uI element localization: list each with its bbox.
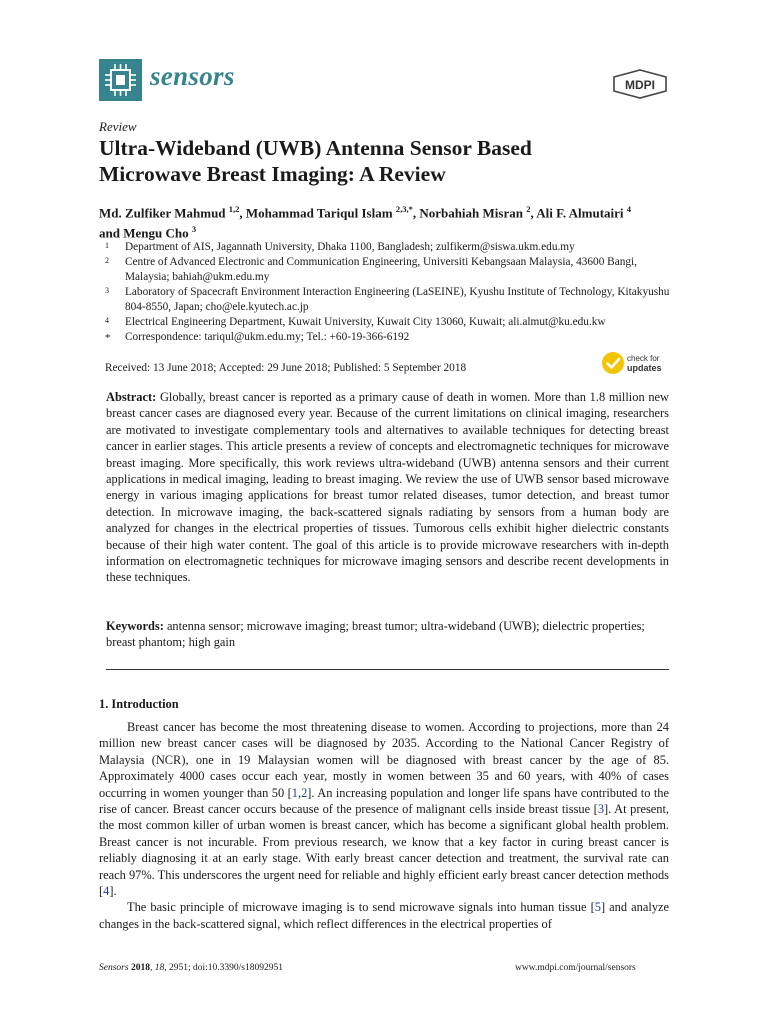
author-name[interactable]: Mohammad Tariqul Islam [245,205,393,221]
affiliation-item [99,315,679,330]
author-affil-mark: 1,2 [228,204,240,214]
keywords-text: antenna sensor; microwave imaging; breast tumor; ultra-wideband (UWB); dielectric properties; breast phantom; high gain [106,619,645,650]
mdpi-logo-icon[interactable] [612,69,668,99]
footer-volume: 18 [154,963,165,973]
affiliation-mark: * [105,332,111,344]
citation-link[interactable]: 3 [597,802,605,817]
footer-citation: Sensors 2018, 18, 2951; doi:10.3390/s18092951 [99,963,283,973]
citation-link[interactable]: 4 [103,884,110,899]
keywords-label: Keywords: [106,619,164,633]
author-affil-mark: 4 [626,204,632,214]
journal-logo-icon [99,59,142,101]
svg-text:MDPI: MDPI [625,78,655,92]
check-updates-icon [602,352,624,374]
affiliation-mark: 2 [105,256,109,265]
body-text [99,719,669,932]
affiliation-text: Electrical Engineering Department, Kuwait University, Kuwait City 13060, Kuwait; ali.almut@ku.edu.kw [125,316,606,328]
affiliation-item [99,240,679,255]
svg-text:updates: updates [627,363,662,373]
affiliation-text: Department of AIS, Jagannath University, Dhaka 1100, Bangladesh; zulfikerm@siswa.ukm.edu.my [125,241,575,253]
footer-url-link[interactable]: www.mdpi.com/journal/sensors [515,963,636,973]
citation-link[interactable]: 1 [291,785,298,800]
publication-dates: Received: 13 June 2018; Accepted: 29 June 2018; Published: 5 September 2018 [105,362,467,374]
abstract [106,389,669,586]
journal-name[interactable]: sensors [150,61,235,91]
affiliation-text: Centre of Advanced Electronic and Communication Engineering, Universiti Kebangsaan Malaysia, 43600 Bangi, Malaysia; bahiah@ukm.edu.my [125,256,637,283]
keywords [106,618,669,651]
author-affil-mark: 3 [191,224,197,235]
paragraph: Breast cancer has become the most threatening disease to women. According to projections, more than 24 million new breast cancer cases will be diagnosed by 2035. According to the National Cancer Registry of Malaysia (NCR), one in 19 Malaysian women will be diagnosed with breast cancer by the age of 85. Approximately 4000 cases occur each year, mostly in women between 35 and 60 years, with 40% of cases occurring in women younger than 50 [1,2]. An increasing population and longer life spans have contributed to the rise of cancer. Breast cancer occurs because of the presence of malignant cells inside breast tissue [3]. At present, the most common killer of urban women is breast cancer, which has become a significant global health problem. Breast cancer is not incurable. From previous research, we know that a key factor in curing breast cancer is reliably diagnosing it at an early stage. With early breast cancer detection and treatment, the survival rate can reach 97%. This underscores the urgent need for reliable and highly efficient early breast cancer detection methods [4]. [99,720,670,899]
affiliation-mark: 1 [105,241,109,250]
affiliation-mark: 3 [105,286,109,295]
section-divider [106,669,669,670]
title-line: Ultra-Wideband (UWB) Antenna Sensor Based [99,136,532,160]
footer-journal: Sensors [99,963,129,973]
author-list: Md. Zulfiker Mahmud $^{1,2}$, Mohammad Tariqul Islam $^{2,3,*}$, Norbahiah Misran $^2$, Ali F. Almutairi $^4$ and Mengu Cho $^3$ [99,204,632,241]
footer-doi: , 2951; doi:10.3390/s18092951 [164,963,283,973]
article-type: Review [99,119,137,134]
abstract-text: Globally, breast cancer is reported as a primary cause of death in women. More than 1.8 million new breast cancer cases are diagnosed every year. Because of the current limitations on clinical imaging, researchers are motivated to investigate complementary tools and alternatives to available techniques for detecting breast cancer in earlier stages. This article presents a review of concepts and electromagnetic techniques for microwave breast imaging. More specifically, this work reviews ultra-wideband (UWB) antenna sensors and their current applications in medical imaging, leading to breast imaging. We review the use of UWB sensor based microwave energy in various imaging applications for breast tumor related diseases, tumor detection, and breast tumor detection. In microwave imaging, the back-scattered signals radiating by sensors from a human body are analyzed for changes in the electrical properties of tissues. Tumorous cells exhibit higher dielectric constants because of their high water content. The goal of this article is to provide microwave researchers with in-depth information on electromagnetic techniques for microwave imaging sensors and describe recent developments in these techniques. [106,390,669,585]
affiliation-item [99,285,679,315]
author-name[interactable]: Norbahiah Misran [419,205,523,221]
check-for-updates-button[interactable] [601,350,671,376]
author-name[interactable]: Md. Zulfiker Mahmud [99,205,226,221]
abstract-label: Abstract: [106,390,157,404]
correspondence-item [99,330,679,345]
author-name[interactable]: Mengu Cho [123,225,189,241]
correspondence-text: Correspondence: tariqul@ukm.edu.my; Tel.: +60-19-366-6192 [125,331,410,343]
title-line: Microwave Breast Imaging: A Review [99,162,446,186]
author-affil-mark: 2,3,* [395,204,413,214]
svg-text:check for: check for [627,354,660,363]
affiliation-text: Laboratory of Spacecraft Environment Interaction Engineering (LaSEINE), Kyushu Institute of Technology, Kitakyushu 804-8550, Japan; cho@ele.kyutech.ac.jp [125,286,670,313]
section-heading: 1. Introduction [99,697,179,711]
citation-link[interactable]: 2 [301,785,308,800]
citation-link[interactable]: 5 [594,900,601,915]
author-affil-mark: 2 [526,204,531,214]
affiliation-list [99,240,679,345]
author-name[interactable]: Ali F. Almutairi [536,205,624,221]
paper-title [99,135,679,187]
paragraph: The basic principle of microwave imaging is to send microwave signals into human tissue [5] and analyze changes in the back-scattered signal, which reflect differences in the electrical properties of [99,900,670,931]
affiliation-mark: 4 [105,316,109,325]
affiliation-item [99,255,679,285]
footer-year: 2018 [130,963,150,973]
